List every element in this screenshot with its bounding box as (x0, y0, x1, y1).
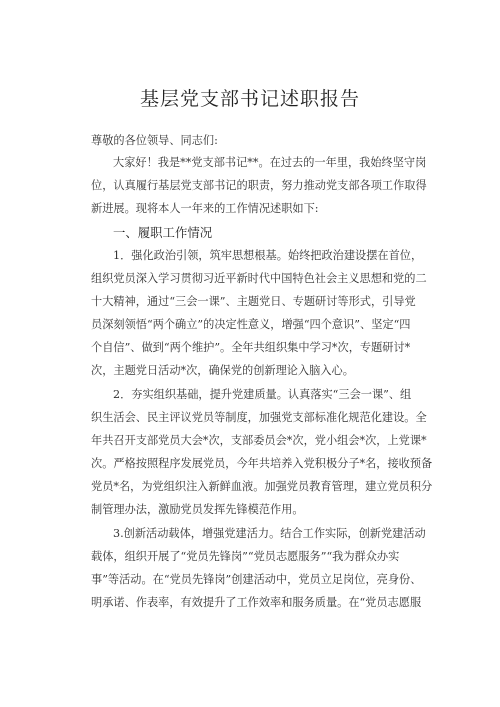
body-line: 3.创新活动载体，增强党建活力。结合工作实际，创新党建活动 (113, 527, 426, 540)
body-line: 制管理办法，激励党员发挥先锋模范作用。 (91, 503, 304, 516)
body-line: 事”等活动。在“党员先锋岗”创建活动中，党员立足岗位，亮身份、 (91, 573, 422, 586)
body-line: 十大精神，通过“三会一课”、主题党日、专题研讨等形式，引导党 (91, 295, 416, 308)
body-line: 年共召开支部党员大会*次，支部委员会*次，党小组会*次，上党课* (91, 434, 427, 447)
body-line: 织生活会、民主评议党员等制度，加强党支部标准化规范化建设。全 (91, 411, 427, 424)
body-line: 新进展。现将本人一年来的工作情况述职如下: (91, 202, 319, 215)
body-line: 党员*名，为党组织注入新鲜血液。加强党员教育管理，建立党员积分 (91, 480, 433, 493)
body-line: 明承诺、作表率，有效提升了工作效率和服务质量。在“党员志愿服 (91, 596, 422, 609)
body-line: 员深刻领悟“两个确立”的决定性意义，增强“四个意识”、坚定“四 (91, 318, 411, 331)
body-line: 组织党员深入学习贯彻习近平新时代中国特色社会主义思想和党的二 (91, 272, 427, 285)
section-heading: 一、履职工作情况 (113, 225, 213, 240)
body-line: 载体，组织开展了“党员先锋岗”“党员志愿服务”“我为群众办实 (91, 550, 400, 563)
document-title: 基层党支部书记述职报告 (139, 88, 360, 110)
body-line: 尊敬的各位领导、同志们: (91, 134, 218, 147)
body-line: 次，主题党日活动*次，确保党的创新理论入脑入心。 (91, 364, 354, 377)
body-line: 个自信”、做到“两个维护”。全年共组织集中学习*次，专题研讨* (91, 341, 411, 354)
body-line: 2．夯实组织基础，提升党建质量。认真落实“三会一课”、组 (113, 388, 412, 401)
body-line: 大家好！我是**党支部书记**。在过去的一年里，我始终坚守岗 (113, 156, 427, 169)
body-line: 次。严格按照程序发展党员，今年共培养入党积极分子*名，接收预备 (91, 457, 433, 470)
body-line: 1．强化政治引领，筑牢思想根基。始终把政治建设摆在首位， (113, 249, 423, 262)
body-line: 位，认真履行基层党支部书记的职责，努力推动党支部各项工作取得 (91, 179, 427, 192)
